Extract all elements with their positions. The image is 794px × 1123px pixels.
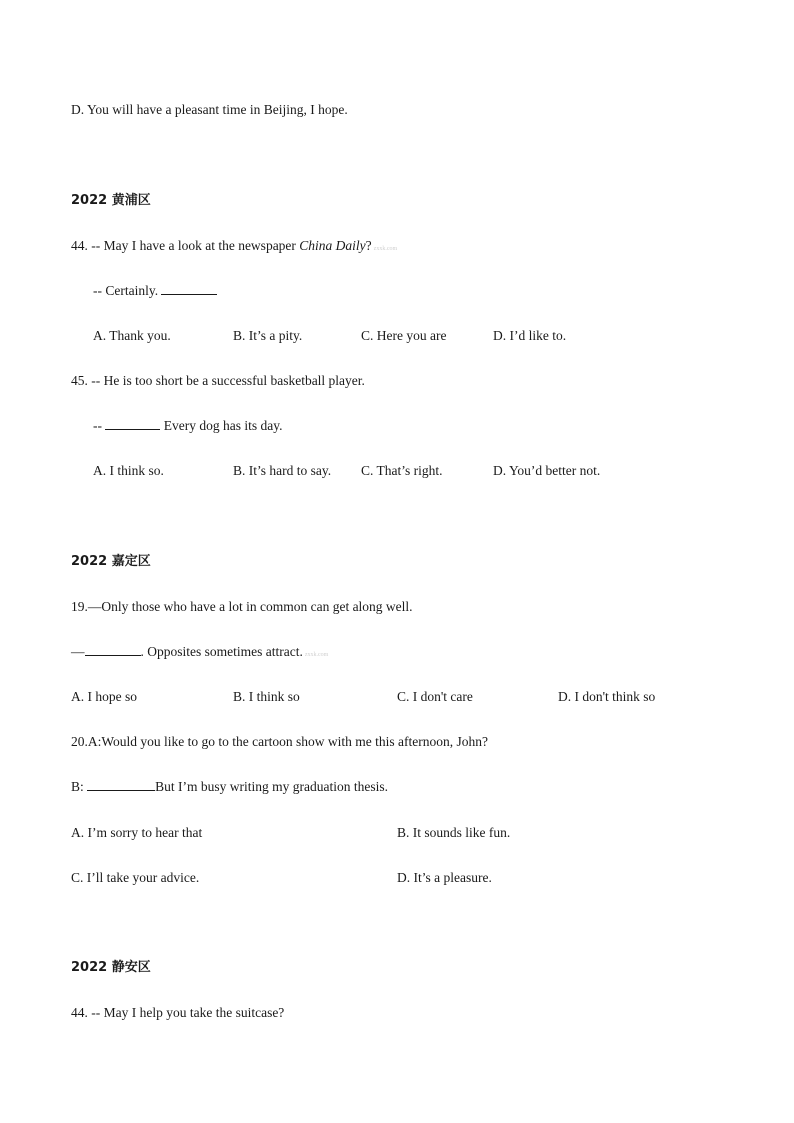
q45-option-b[interactable]: B. It’s hard to say. — [233, 463, 332, 478]
q45-option-d[interactable]: D. You’d better not. — [493, 463, 601, 478]
q19-option-b[interactable]: B. I think so — [233, 689, 300, 704]
answer-blank[interactable] — [87, 778, 155, 791]
response-text: -- Certainly. — [93, 283, 162, 298]
answer-blank[interactable] — [85, 643, 141, 656]
newspaper-name: China Daily — [299, 238, 366, 253]
q20-option-b[interactable]: B. It sounds like fun. — [397, 825, 511, 840]
question-19-prompt: 19.—Only those who have a lot in common can get along well. — [71, 599, 413, 614]
question-19-response — [71, 643, 328, 664]
section-title-huangpu: 2022 黄浦区 — [71, 193, 151, 208]
q20-option-c[interactable]: C. I’ll take your advice. — [71, 870, 200, 885]
response-text: But I’m busy writing my graduation thesis. — [155, 779, 388, 794]
question-44-jingan-prompt: 44. -- May I help you take the suitcase? — [71, 1005, 285, 1020]
question-45-prompt: 45. -- He is too short be a successful basketball player. — [71, 373, 365, 388]
question-mark: ? — [365, 238, 372, 253]
previous-option-d: D. You will have a pleasant time in Beijing, I hope. — [71, 102, 348, 117]
section-title-jingan: 2022 静安区 — [71, 960, 151, 975]
q44-option-d[interactable]: D. I’d like to. — [493, 328, 567, 343]
q19-option-d[interactable]: D. I don't think so — [558, 689, 656, 704]
response-prefix: B: — [71, 779, 88, 794]
q45-option-c[interactable]: C. That’s right. — [361, 463, 443, 478]
question-20-prompt: 20.A:Would you like to go to the cartoon show with me this afternoon, John? — [71, 734, 488, 749]
section-title-jiading: 2022 嘉定区 — [71, 554, 151, 569]
question-text: 44. -- May I have a look at the newspaper — [71, 238, 300, 253]
question-44-prompt — [71, 237, 397, 258]
q44-option-a[interactable]: A. Thank you. — [93, 328, 171, 343]
q45-option-a[interactable]: A. I think so. — [93, 463, 164, 478]
response-prefix: — — [71, 644, 85, 659]
q20-option-a[interactable]: A. I’m sorry to hear that — [71, 825, 203, 840]
question-20-response — [71, 778, 388, 796]
question-44-response — [93, 282, 217, 300]
watermark-logo: zxxk.com — [304, 652, 329, 658]
answer-blank[interactable] — [105, 417, 160, 430]
q20-option-d[interactable]: D. It’s a pleasure. — [397, 870, 492, 885]
response-prefix: -- — [93, 418, 106, 433]
q19-option-a[interactable]: A. I hope so — [71, 689, 137, 704]
q44-option-b[interactable]: B. It’s a pity. — [233, 328, 303, 343]
q19-option-c[interactable]: C. I don't care — [397, 689, 473, 704]
watermark-logo: zxxk.com — [373, 246, 398, 252]
question-45-response — [93, 417, 282, 435]
response-text: Every dog has its day. — [160, 418, 283, 433]
q44-option-c[interactable]: C. Here you are — [361, 328, 447, 343]
answer-blank[interactable] — [161, 282, 217, 295]
response-text: . Opposites sometimes attract. — [140, 644, 303, 659]
